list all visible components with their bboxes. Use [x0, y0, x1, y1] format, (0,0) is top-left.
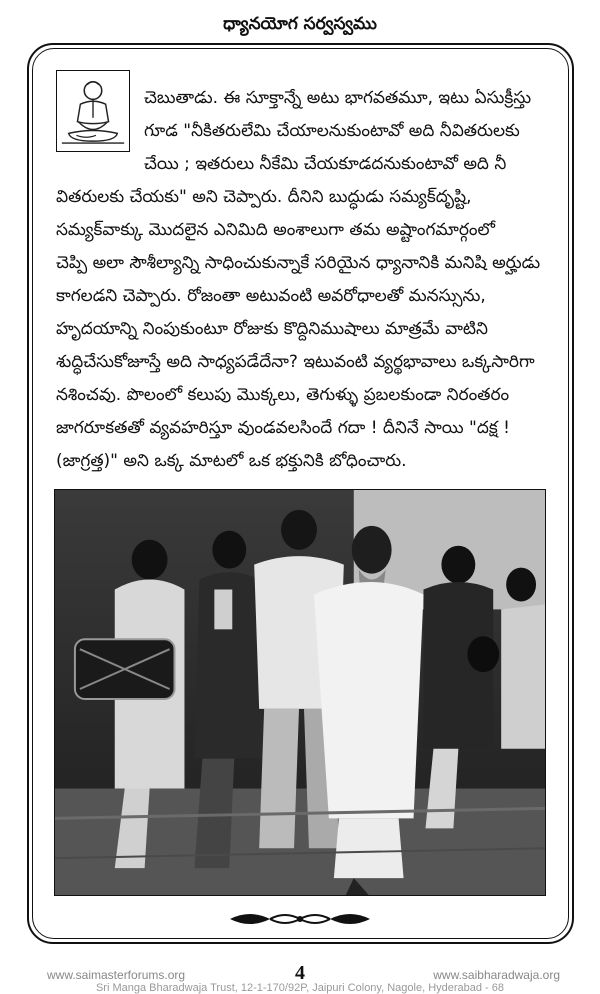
author-portrait-drawing: [57, 71, 129, 151]
procession-photo: [54, 489, 546, 896]
body-line-4: వితరులకు చేయకు" అని చెప్పారు. దీనిని బుద్ధుడు సమ్యక్‌దృష్టి,: [56, 187, 472, 207]
author-portrait: [56, 70, 130, 152]
body-line-5: సమ్యక్‌వాక్కు మొదలైన ఎనిమిది అంశాలుగా తమ అష్టాంగమార్గంలో: [56, 220, 496, 240]
body-line-8: హృదయాన్ని నింపుకుంటూ రోజుకు కొద్దినిముషాలు మాత్రమే వాటిని: [56, 319, 488, 339]
body-line-10: నశించవు. పొలంలో కలుపు మొక్కలు, తెగుళ్ళు ప్రబలకుండా నిరంతరం: [56, 385, 510, 405]
footer-url-left: www.saimasterforums.org: [47, 968, 186, 982]
body-line-11: జాగరూకతతో వ్యవహరిస్తూ వుండవలసిందే గదా ! దీనినే సాయి "దక్ష !: [56, 418, 510, 438]
body-line-9: శుద్ధిచేసుకోజూస్తే అది సాధ్యపడేదేనా? ఇటువంటి వ్యర్థభావాలు ఒక్కసారిగా: [56, 352, 535, 372]
body-line-7: కాగలడని చెప్పారు. రోజంతా అటువంటి అవరోధాలతో మనస్సును,: [56, 286, 486, 306]
footer-url-right: www.saibharadwaja.org: [433, 968, 560, 982]
body-line-12: (జాగ్రత్త)" అని ఒక్క మాటలో ఒక భక్తునికి బోధించారు.: [56, 451, 407, 471]
page-number: 4: [295, 962, 305, 984]
body-line-3: చేయి ; ఇతరులు నీకేమి చేయకూడదనుకుంటావో అది నీ: [144, 154, 507, 174]
body-line-2: గూడ "నీకితరులేమి చేయాలనుకుంటావో అది నీవితరులకు: [144, 121, 520, 141]
running-header: ధ్యానయోగ సర్వస్వము: [223, 14, 377, 34]
footer-publisher-line: Sri Manga Bharadwaja Trust, 12-1-170/92P, Jaipuri Colony, Nagole, Hyderabad - 68: [95, 982, 505, 994]
decorative-flourish: [225, 907, 375, 931]
body-line-1: చెబుతాడు. ఈ సూక్తాన్నే అటు భాగవతమూ, ఇటు ఏసుక్రీస్తు: [144, 88, 532, 108]
body-line-6: చెప్పి అలా సౌశీల్యాన్ని సాధించుకున్నాకే సరియైన ధ్యానానికి మనిషి అర్హుడు: [56, 253, 541, 273]
